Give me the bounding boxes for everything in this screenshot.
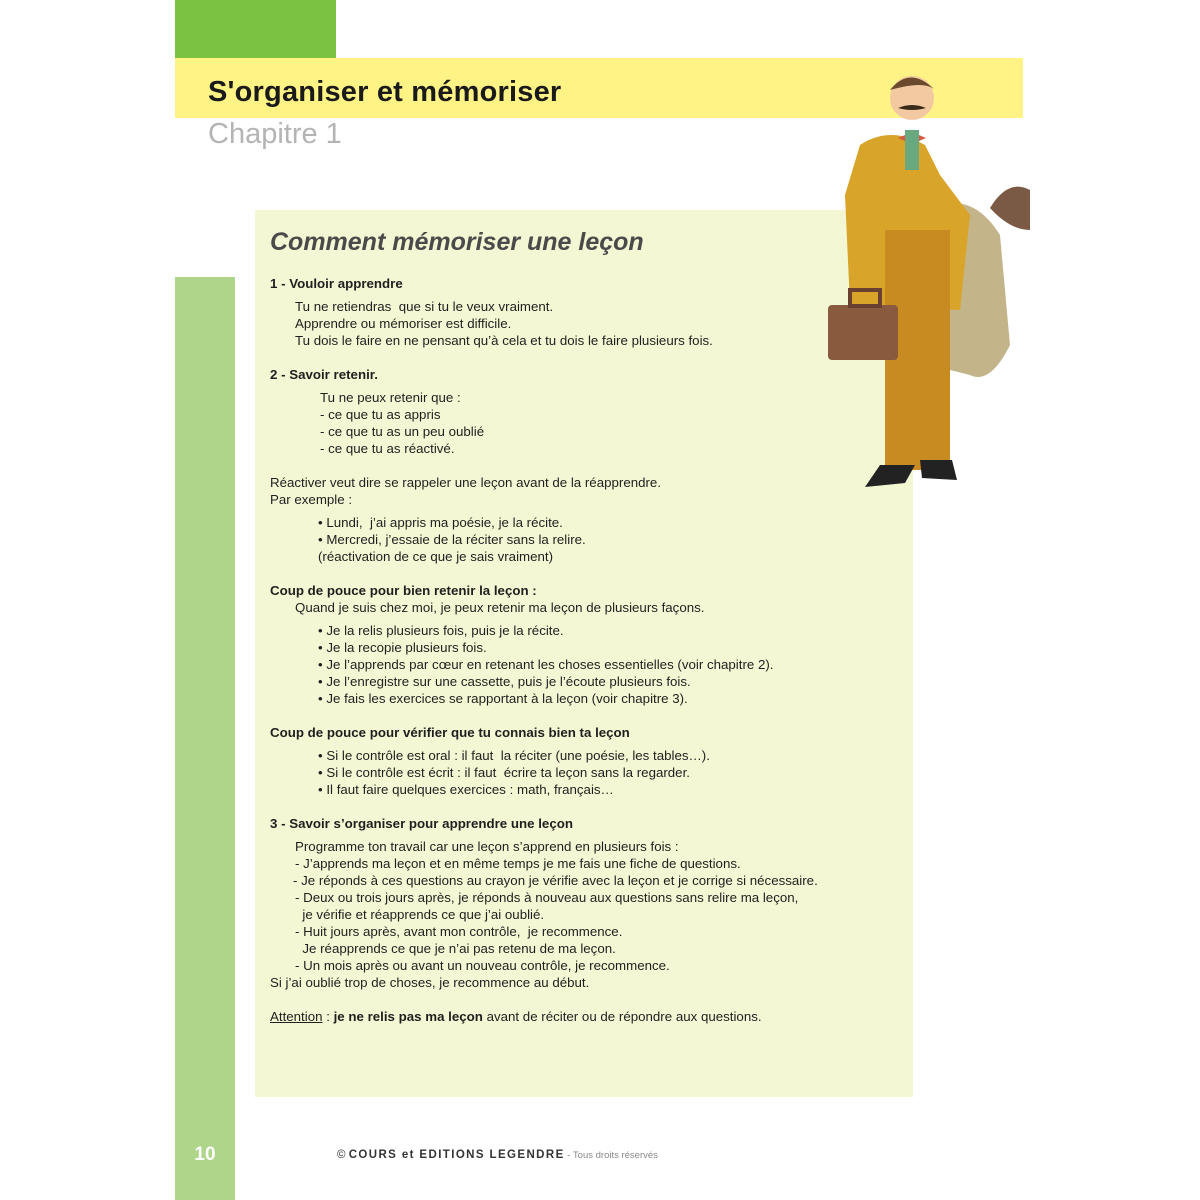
publisher-name: COURS et EDITIONS LEGENDRE [348,1149,565,1161]
list-item: • Lundi, j’ai appris ma poésie, je la récite. [318,515,563,530]
section-3-heading: 3 - Savoir s’organiser pour apprendre une leçon [270,816,573,831]
text-line: Quand je suis chez moi, je peux retenir ma leçon de plusieurs façons. [295,600,705,615]
chapter-title: S'organiser et mémoriser [208,76,562,108]
list-item: - Je réponds à ces questions au crayon je vérifie avec la leçon et je corrige si nécessaire. [293,873,818,888]
list-item: je vérifie et réapprends ce que j’ai oublié. [295,907,545,922]
man-illustration [820,60,1030,500]
list-item: - Deux ou trois jours après, je réponds à nouveau aux questions sans relire ma leçon, [295,890,799,905]
footer-copyright [337,1149,658,1161]
list-item: • Si le contrôle est oral : il faut la réciter (une poésie, les tables…). [318,748,710,763]
text-line: (réactivation de ce que je sais vraiment) [318,549,554,564]
attention-bold: je ne relis pas ma leçon [333,1009,483,1024]
section-1-heading: 1 - Vouloir apprendre [270,276,403,291]
list-item: • Mercredi, j’essaie de la réciter sans la relire. [318,532,586,547]
list-item: - Huit jours après, avant mon contrôle, je recommence. [295,924,623,939]
attention-label: Attention [270,1009,323,1024]
list-item: • Je la recopie plusieurs fois. [318,640,487,655]
list-item: • Je la relis plusieurs fois, puis je la récite. [318,623,564,638]
tip-2-heading: Coup de pouce pour vérifier que tu connais bien ta leçon [270,725,630,740]
rights-text: - Tous droits réservés [564,1150,658,1161]
text-line: Tu dois le faire en ne pensant qu’à cela et tu dois le faire plusieurs fois. [295,333,713,348]
side-bar [175,277,235,1200]
list-item: - ce que tu as appris [320,407,441,422]
green-corner-block [175,0,336,58]
page-number: 10 [194,1144,216,1165]
lesson-title: Comment mémoriser une leçon [270,228,644,256]
list-item: • Je fais les exercices se rapportant à la leçon (voir chapitre 3). [318,691,688,706]
text-line: Si j’ai oublié trop de choses, je recommence au début. [270,975,590,990]
text-line: Programme ton travail car une leçon s’apprend en plusieurs fois : [295,839,679,854]
list-item: - ce que tu as réactivé. [320,441,455,456]
text-line: Apprendre ou mémoriser est difficile. [295,316,512,331]
list-item: • Je l’apprends par cœur en retenant les choses essentielles (voir chapitre 2). [318,657,774,672]
text-line: Tu ne retiendras que si tu le veux vraiment. [295,299,554,314]
section-2-heading: 2 - Savoir retenir. [270,367,378,382]
list-item: - ce que tu as un peu oublié [320,424,485,439]
text-line: Par exemple : [270,492,353,507]
attention-rest: avant de réciter ou de répondre aux questions. [482,1009,762,1024]
list-item: • Je l’enregistre sur une cassette, puis je l’écoute plusieurs fois. [318,674,691,689]
copyright-icon: © [337,1149,346,1161]
list-item: - Un mois après ou avant un nouveau contrôle, je recommence. [295,958,670,973]
list-item: • Si le contrôle est écrit : il faut écrire ta leçon sans la regarder. [318,765,690,780]
tip-1-heading: Coup de pouce pour bien retenir la leçon : [270,583,537,598]
attention-sep: : [322,1009,334,1024]
list-item: - J’apprends ma leçon et en même temps je me fais une fiche de questions. [295,856,741,871]
list-item: Je réapprends ce que je n’ai pas retenu de ma leçon. [295,941,616,956]
list-item: • Il faut faire quelques exercices : math, français… [318,782,614,797]
text-line: Tu ne peux retenir que : [320,390,461,405]
text-line: Réactiver veut dire se rappeler une leçon avant de la réapprendre. [270,475,662,490]
attention-note [270,1008,762,1025]
chapter-number: Chapitre 1 [208,118,342,150]
